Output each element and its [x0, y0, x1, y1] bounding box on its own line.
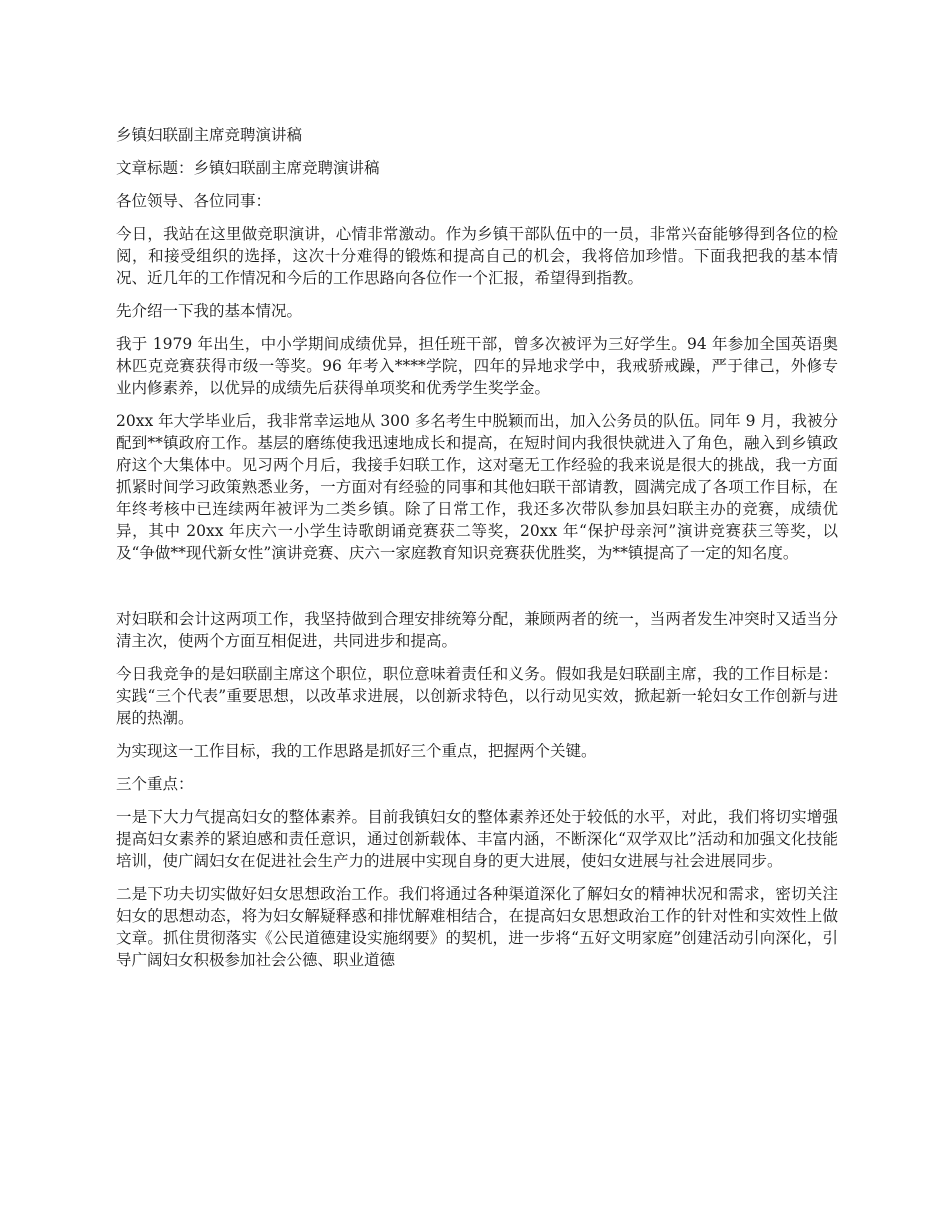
paragraph-focus-one: 一是下大力气提高妇女的整体素养。目前我镇妇女的整体素养还处于较低的水平，对此，我们将切实增强提高妇女素养的紧迫感和责任意识，通过创新载体、丰富内涵，不断深化“双学双比”活动和加强文化技能培训，使广阔妇女在促进社会生产力的进展中实现自身的更大进展，使妇女进展与社会进展同步。 — [116, 808, 838, 870]
paragraph-balance-work: 对妇联和会计这两项工作，我坚持做到合理安排统筹分配，兼顾两者的统一，当两者发生冲突时又适当分清主次，使两个方面互相促进，共同进步和提高。 — [116, 610, 838, 650]
paragraph-focus-two: 二是下功夫切实做好妇女思想政治工作。我们将通过各种渠道深化了解妇女的精神状况和需求，密切关注妇女的思想动态，将为妇女解疑释惑和排忧解难相结合，在提高妇女思想政治工作的针对性和实效性上做文章。抓住贯彻落实《公民道德建设实施纲要》的契机，进一步将“五好文明家庭”创建活动引向深化，引导广阔妇女积极参加社会公德、职业道德 — [116, 885, 838, 969]
paragraph-work-approach: 为实现这一工作目标，我的工作思路是抓好三个重点，把握两个关键。 — [116, 742, 597, 760]
document-body — [116, 124, 838, 982]
paragraph-intro: 今日，我站在这里做竞职演讲，心情非常激动。作为乡镇干部队伍中的一员，非常兴奋能够得到各位的检阅，和接受组织的选择，这次十分难得的锻炼和提高自己的机会，我将倍加珍惜。下面我把我的基本情况、近几年的工作情况和今后的工作思路向各位作一个汇报，希望得到指教。 — [116, 225, 838, 287]
salutation: 各位领导、各位同事： — [116, 192, 272, 210]
paragraph-position-goal: 今日我竞争的是妇联副主席这个职位，职位意味着责任和义务。假如我是妇联副主席，我的工作目标是：实践“三个代表”重要思想，以改革求进展，以创新求特色，以行动见实效，掀起新一轮妇女工作创新与进展的热潮。 — [116, 665, 838, 727]
document-title: 乡镇妇联副主席竞聘演讲稿 — [116, 126, 303, 144]
section-gap — [116, 575, 838, 608]
paragraph-basic-info-lead: 先介绍一下我的基本情况。 — [116, 302, 303, 320]
paragraph-three-focus-heading: 三个重点： — [116, 775, 194, 793]
paragraph-work-experience: 20xx 年大学毕业后，我非常幸运地从 300 多名考生中脱颖而出，加入公务员的队伍。同年 9 月，我被分配到**镇政府工作。基层的磨练使我迅速地成长和提高，在短时间内我很快就进入了角色，融入到乡镇政府这个大集体中。见习两个月后，我接手妇联工作，这对毫无工作经验的我来说是很大的挑战，我一方面抓紧时间学习政策熟悉业务，一方面对有经验的同事和其他妇联干部请教，圆满完成了各项工作目标，在年终考核中已连续两年被评为二类乡镇。除了日常工作，我还多次带队参加县妇联主办的竞赛，成绩优异，其中 20xx 年庆六一小学生诗歌朗诵竞赛获二等奖，20xx 年“保护母亲河”演讲竞赛获三等奖，以及“争做**现代新女性”演讲竞赛、庆六一家庭教育知识竞赛获优胜奖，为**镇提高了一定的知名度。 — [116, 412, 838, 562]
article-heading: 文章标题：乡镇妇联副主席竞聘演讲稿 — [116, 159, 380, 177]
paragraph-education: 我于 1979 年出生，中小学期间成绩优异，担任班干部，曾多次被评为三好学生。94 年参加全国英语奥林匹克竞赛获得市级一等奖。96 年考入****学院，四年的异地求学中，我戒骄戒躁，严于律己，外修专业内修素养，以优异的成绩先后获得单项奖和优秀学生奖学金。 — [116, 335, 838, 397]
